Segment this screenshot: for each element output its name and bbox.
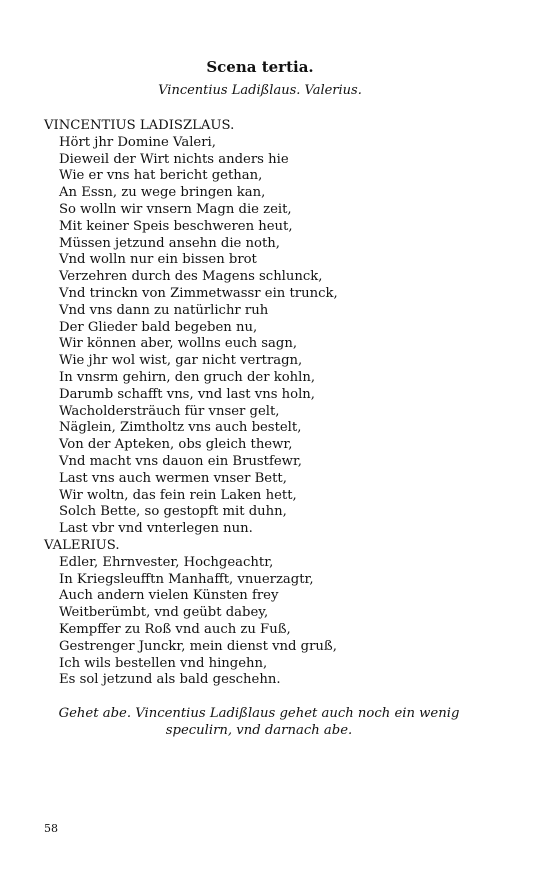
verse-line: Wacholdersträuch für vnser gelt,	[59, 403, 280, 419]
verse-line: Kempffer zu Roß vnd auch zu Fuß,	[59, 621, 291, 637]
verse-line: Wir können aber, wollns euch sagn,	[59, 336, 298, 352]
verse-line: Dieweil der Wirt nichts anders hie	[59, 151, 289, 167]
verse-line: Last vbr vnd vnterlegen nun.	[59, 521, 253, 537]
verse-line: In Kriegsleufftn Manhafft, vnuerzagtr,	[59, 571, 314, 587]
verse-line: Müssen jetzund ansehn die noth,	[59, 235, 280, 251]
scene-title: Scena tertia.	[206, 58, 314, 76]
verse-line: Gestrenger Junckr, mein dienst vnd gruß,	[59, 638, 337, 654]
verse-line: In vnsrm gehirn, den gruch der kohln,	[59, 369, 316, 385]
verse-line: Darumb schafft vns, vnd last vns holn,	[59, 386, 315, 402]
verse-line: Last vns auch wermen vnser Bett,	[59, 470, 287, 486]
scene-cast-list: Vincentius Ladißlaus. Valerius.	[158, 83, 362, 98]
verse-line: Ich wils bestellen vnd hingehn,	[59, 655, 268, 671]
verse-line: Edler, Ehrnvester, Hochgeachtr,	[59, 554, 274, 570]
verse-line: Vnd trinckn von Zimmetwassr ein trunck,	[59, 285, 338, 301]
verse-line: Vnd macht vns dauon ein Brustfewr,	[59, 453, 302, 469]
verse-line: Vnd wolln nur ein bissen brot	[59, 252, 257, 268]
stage-direction: Gehet abe. Vincentius Ladißlaus gehet auch noch ein wenig speculirn, vnd darnach abe.	[58, 706, 460, 738]
verse-line: Wir woltn, das fein rein Laken hett,	[59, 487, 297, 503]
verse-line: Von der Apteken, obs gleich thewr,	[59, 437, 293, 453]
verse-line: So wolln wir vnsern Magn die zeit,	[59, 201, 292, 217]
verse-line: Wie er vns hat bericht gethan,	[59, 168, 263, 184]
verse-line: Hört jhr Domine Valeri,	[59, 134, 216, 150]
verse-line: Solch Bette, so gestopft mit duhn,	[59, 504, 287, 520]
speaker-name: VALERIUS.	[44, 537, 120, 553]
page-number: 58	[44, 822, 58, 835]
verse-line: Der Glieder bald begeben nu,	[59, 319, 258, 335]
verse-line: Näglein, Zimtholtz vns auch bestelt,	[59, 420, 302, 436]
verse-line: Verzehren durch des Magens schlunck,	[59, 269, 323, 285]
verse-line: Auch andern vielen Künsten frey	[59, 588, 279, 604]
speaker-name: VINCENTIUS LADISZLAUS.	[44, 118, 235, 133]
verse-line: Vnd vns dann zu natürlichr ruh	[59, 302, 269, 318]
dialogue-block	[44, 118, 484, 689]
verse-line: Weitberümbt, vnd geübt dabey,	[59, 605, 269, 621]
verse-line: Es sol jetzund als bald geschehn.	[59, 672, 281, 688]
verse-line: An Essn, zu wege bringen kan,	[59, 185, 266, 201]
verse-line: Mit keiner Speis beschweren heut,	[59, 218, 293, 234]
verse-line: Wie jhr wol wist, gar nicht vertragn,	[59, 353, 303, 369]
